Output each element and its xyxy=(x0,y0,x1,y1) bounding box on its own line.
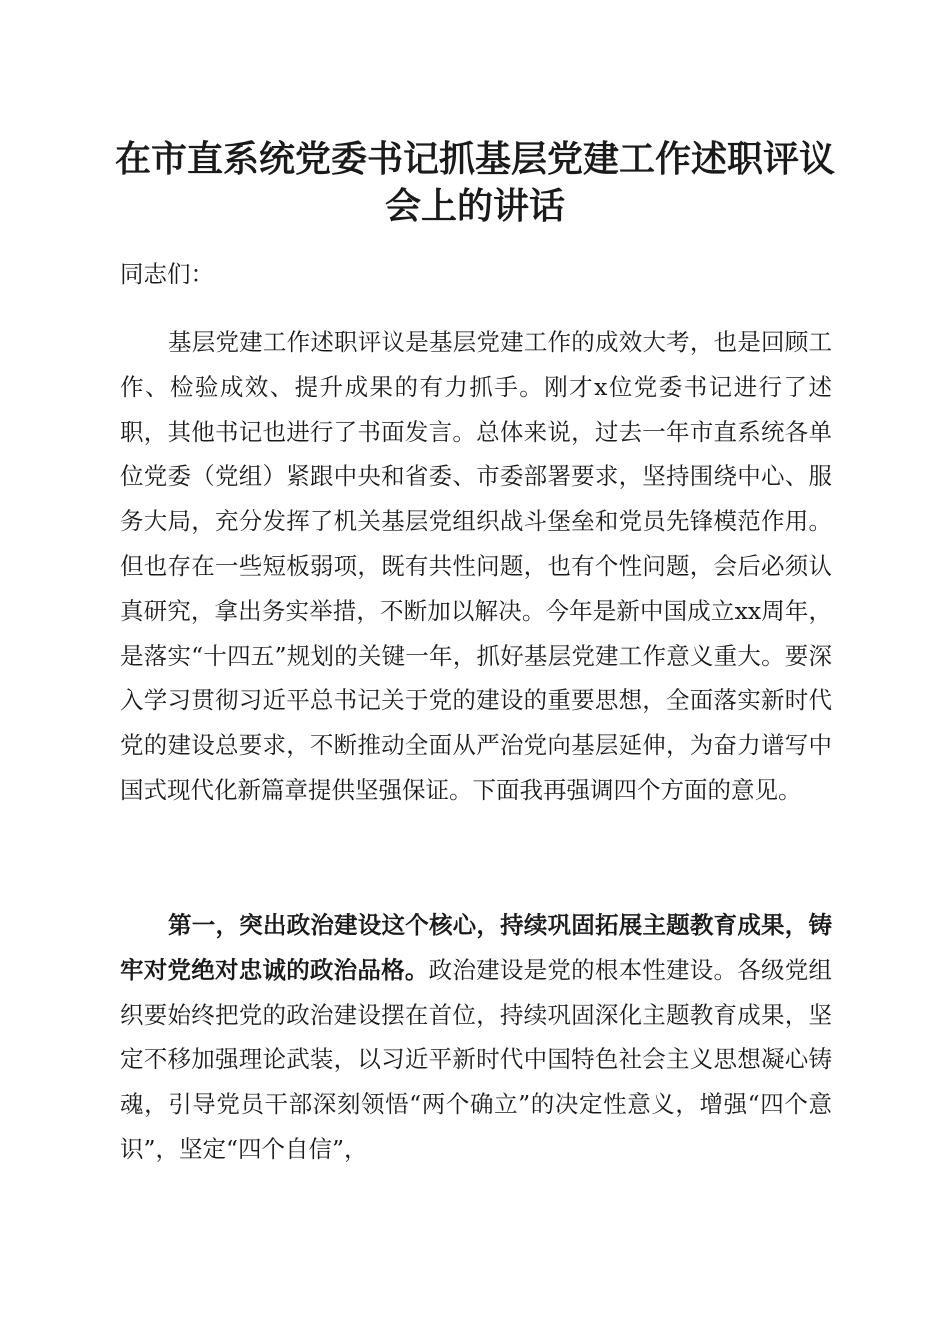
document-title-line-2: 会上的讲话 xyxy=(384,185,565,227)
paragraph-first-point-heading: 第一，突出政治建设这个核心，持续巩固拓展主题教育成果，铸牢对党绝对忠诚的政治品格。 xyxy=(120,911,832,984)
paragraph-first-point xyxy=(120,903,832,1172)
document-title-line-1: 在市直系统党委书记抓基层党建工作述职评议 xyxy=(114,138,835,180)
paragraph-first-point-body: 政治建设是党的根本性建设。各级党组织要始终把党的政治建设摆在首位，持续巩固深化主题教育成果，坚定不移加强理论武装，以习近平新时代中国特色社会主义思想凝心铸魂，引导党员干部深刻领悟“两个确立”的决定性意义，增强“四个意识”，坚定“四个自信”， xyxy=(120,955,833,1163)
paragraph-intro: 基层党建工作述职评议是基层党建工作的成效大考，也是回顾工作、检验成效、提升成果的有力抓手。刚才x位党委书记进行了述职，其他书记也进行了书面发言。总体来说，过去一年市直系统各单位党委（党组）紧跟中央和省委、市委部署要求，坚持围绕中心、服务大局，充分发挥了机关基层党组织战斗堡垒和党员先锋模范作用。但也存在一些短板弱项，既有共性问题，也有个性问题，会后必须认真研究，拿出务实举措，不断加以解决。今年是新中国成立xx周年，是落实“十四五”规划的关键一年，抓好基层党建工作意义重大。要深入学习贯彻习近平总书记关于党的建设的重要思想，全面落实新时代党的建设总要求，不断推动全面从严治党向基层延伸，为奋力谱写中国式现代化新篇章提供坚强保证。下面我再强调四个方面的意见。 xyxy=(120,328,832,804)
salutation: 同志们： xyxy=(120,260,214,288)
